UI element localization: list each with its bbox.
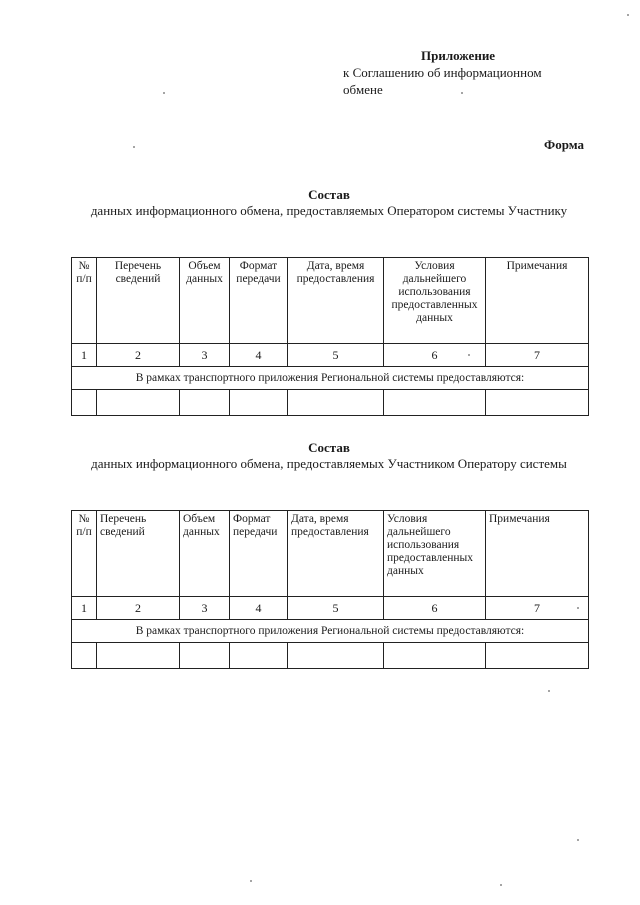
blank-cell[interactable]: [72, 390, 97, 416]
header-cell: Примечания: [486, 258, 589, 344]
number-cell: 1: [72, 344, 97, 367]
span-cell: В рамках транспортного приложения Региональной системы предоставляются:: [72, 367, 589, 390]
section-1-table: [71, 257, 589, 416]
header-cell: Перечень сведений: [97, 511, 180, 597]
header-cell: Перечень сведений: [97, 258, 180, 344]
number-cell: 5: [288, 344, 384, 367]
scan-speck: [627, 14, 629, 16]
blank-cell[interactable]: [486, 390, 589, 416]
blank-cell[interactable]: [384, 390, 486, 416]
span-cell: В рамках транспортного приложения Региональной системы предоставляются:: [72, 620, 589, 643]
scan-speck: [577, 839, 579, 841]
header-cell: Формат передачи: [230, 258, 288, 344]
scan-speck: [500, 884, 502, 886]
blank-cell[interactable]: [486, 643, 589, 669]
blank-cell[interactable]: [97, 643, 180, 669]
blank-cell[interactable]: [180, 643, 230, 669]
table-number-row: [72, 597, 589, 620]
number-cell: 2: [97, 597, 180, 620]
header-cell: Условия дальнейшего использования предоставленных данных: [384, 258, 486, 344]
table-header-row: [72, 511, 589, 597]
header-cell: Формат передачи: [230, 511, 288, 597]
table-header-row: [72, 258, 589, 344]
section-2-subtitle: данных информационного обмена, предоставляемых Участником Оператору системы: [91, 456, 567, 471]
section-2-heading: [70, 440, 588, 472]
section-1-title: Состав: [308, 187, 350, 202]
header-cell: № п/п: [72, 511, 97, 597]
number-cell: 1: [72, 597, 97, 620]
header-cell: Объем данных: [180, 511, 230, 597]
section-1-subtitle: данных информационного обмена, предоставляемых Оператором системы Участнику: [90, 203, 568, 218]
blank-cell[interactable]: [230, 643, 288, 669]
table-number-row: [72, 344, 589, 367]
number-cell: 6: [384, 597, 486, 620]
table-span-row: [72, 620, 589, 643]
header-cell: Условия дальнейшего использования предоставленных данных: [384, 511, 486, 597]
number-cell: 3: [180, 344, 230, 367]
header-cell: Примечания: [486, 511, 589, 597]
header-cell: Дата, время предоставления: [288, 511, 384, 597]
appendix-title: Приложение: [421, 48, 496, 63]
blank-cell[interactable]: [288, 643, 384, 669]
blank-cell[interactable]: [180, 390, 230, 416]
blank-cell[interactable]: [384, 643, 486, 669]
number-cell: 4: [230, 597, 288, 620]
scan-speck: [577, 607, 579, 609]
number-cell: 2: [97, 344, 180, 367]
scan-speck: [548, 690, 550, 692]
number-cell: 6: [384, 344, 486, 367]
header-cell: Дата, время предоставления: [288, 258, 384, 344]
table-blank-row: [72, 390, 589, 416]
scan-speck: [461, 92, 463, 94]
number-cell: 7: [486, 344, 589, 367]
section-1-heading: [70, 187, 588, 219]
appendix-line-2: обмене: [343, 82, 383, 97]
scan-speck: [250, 880, 252, 882]
section-2-table: [71, 510, 589, 669]
table-blank-row: [72, 643, 589, 669]
header-cell: № п/п: [72, 258, 97, 344]
appendix-line-1: к Соглашению об информационном: [343, 65, 542, 80]
section-2-title: Состав: [308, 440, 350, 455]
number-cell: 5: [288, 597, 384, 620]
form-label: Форма: [544, 137, 584, 152]
appendix-header: [343, 47, 593, 98]
number-cell: 3: [180, 597, 230, 620]
header-cell: Объем данных: [180, 258, 230, 344]
blank-cell[interactable]: [288, 390, 384, 416]
scan-speck: [133, 146, 135, 148]
number-cell: 4: [230, 344, 288, 367]
blank-cell[interactable]: [97, 390, 180, 416]
blank-cell[interactable]: [230, 390, 288, 416]
blank-cell[interactable]: [72, 643, 97, 669]
scan-speck: [468, 354, 470, 356]
number-cell: 7: [486, 597, 589, 620]
table-span-row: [72, 367, 589, 390]
scan-speck: [163, 92, 165, 94]
